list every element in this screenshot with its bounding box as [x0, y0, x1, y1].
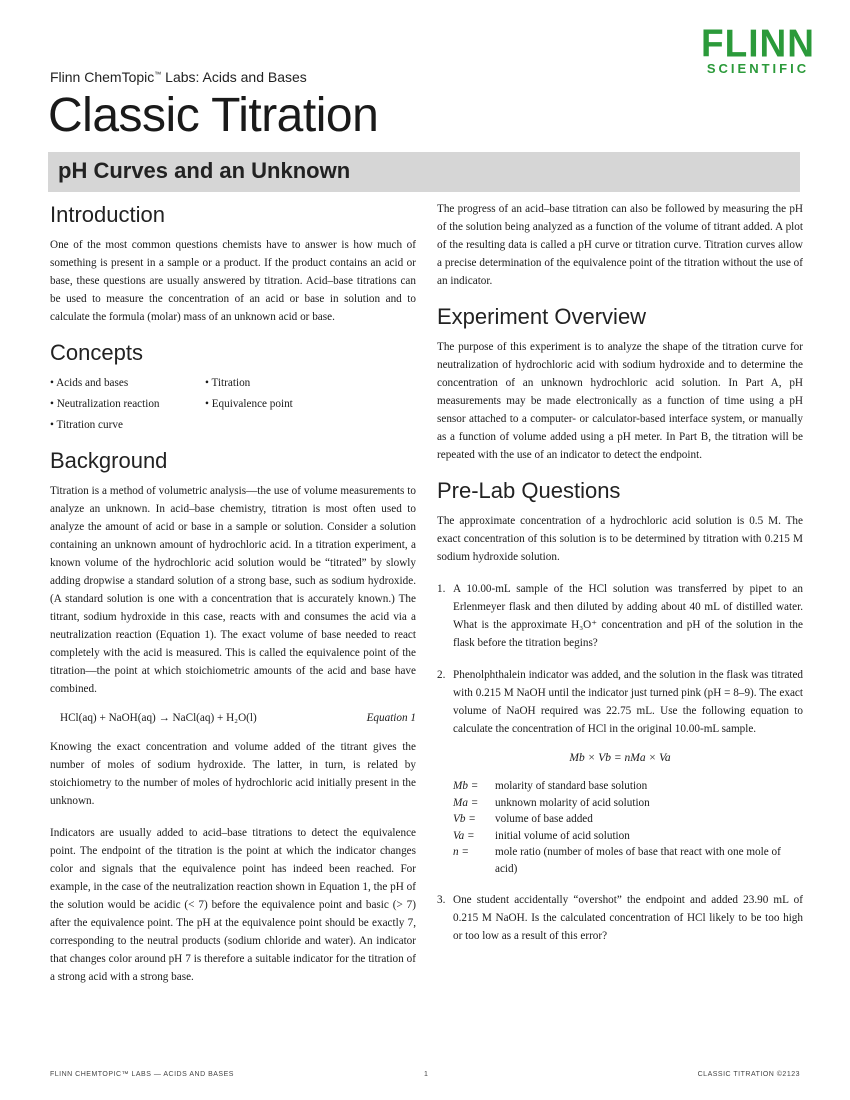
definition-text: unknown molarity of acid solution: [495, 796, 650, 809]
titration-formula: Mb × Vb = nMa × Va: [569, 752, 671, 764]
series-label: [50, 69, 307, 85]
prelab-intro: The approximate concentration of a hydrochloric acid solution is 0.5 M. The exact concentration of this solution is to be determined by titration with 0.215 M sodium hydroxide solution.: [437, 515, 803, 563]
definition-text: initial volume of acid solution: [495, 829, 630, 842]
background-paragraph-3: Indicators are usually added to acid–base titrations to detect the equivalence point. The endpoint of the titration is the point at which the indicator changes color and signals that the equivalence point has indeed been reached. For example, in the case of the neutralization reaction shown in Equation 1, the pH of the solution would be acidic (< 7) before the equivalence point and basic (> 7) after the equivalence point. The pH at the equivalence point should be exactly 7, corresponding to the neutral products (sodium chloride and water). An indicator that changes color around pH 7 is therefore a suitable indicator for the titration of a strong acid with a strong base.: [50, 827, 416, 983]
question-number: 3.: [437, 894, 446, 906]
left-column: [50, 200, 416, 1000]
question-2: [437, 666, 803, 738]
question-number: 1.: [437, 583, 446, 595]
definition-text: mole ratio (number of moles of base that react with one mole of acid): [495, 846, 781, 875]
background-heading: Background: [50, 448, 168, 473]
concept-item: • Equivalence point: [205, 398, 293, 410]
question-text: One student accidentally “overshot” the endpoint and added 23.90 mL of 0.215 M NaOH. Is the calculated concentration of HCl likely to be too high or too low as a result of this error?: [453, 894, 803, 942]
ph-curve-paragraph: The progress of an acid–base titration can also be followed by measuring the pH of the solution being analyzed as a function of the volume of titrant added. A plot of the resulting data is called a pH curve or titration curve. Titration curves allow a precise determination of the equivalence point of the titration without the use of an indicator.: [437, 203, 803, 287]
series-rest: Labs: Acids and Bases: [161, 69, 307, 85]
concept-item: • Titration: [205, 377, 251, 389]
right-column: [437, 200, 803, 959]
logo-sub: SCIENTIFIC: [706, 61, 810, 76]
definition-symbol: Va =: [453, 829, 475, 842]
concept-item: • Titration curve: [50, 419, 123, 431]
equation-label: Equation 1: [366, 712, 416, 724]
concept-item: • Acids and bases: [50, 377, 129, 389]
introduction-heading: Introduction: [50, 202, 165, 227]
flinn-logo: [688, 21, 828, 76]
subtitle-bar: [48, 152, 800, 192]
overview-heading: Experiment Overview: [437, 304, 647, 329]
equation-1: [60, 712, 416, 724]
definition-symbol: Ma =: [453, 796, 479, 809]
series-name: Flinn ChemTopic: [50, 69, 155, 85]
overview-text: The purpose of this experiment is to analyze the shape of the titration curve for neutralization of hydrochloric acid with sodium hydroxide and to determine the concentration of an unknown hydrochloric acid solution. In Part A, pH measurements may be made electronically as a function of time using a pH sensor attached to a computer- or calculator-based interface system, or manually as a function of volume added using a pH meter. In Part B, the titration will be repeated with the use of an indicator to detect the endpoint.: [437, 341, 803, 461]
background-paragraph-1: Titration is a method of volumetric analysis—the use of volume measurements to analyze an unknown. In acid–base chemistry, titration is most often used to analyze the amount of acid or base in a sample or solution. Consider a solution containing an unknown amount of hydrochloric acid. In a titration experiment, a known volume of the hydrochloric acid solution would be “titrated” by slowly adding dropwise a standard solution of a strong base, such as sodium hydroxide. (A standard solution is one with a concentration that is accurately known.) The titrant, sodium hydroxide in this case, reacts with and consumes the acid via a neutralization reaction (Equation 1). The exact volume of base needed to react completely with the acid is measured. This is called the equivalence point of the titration—the point at which stoichiometric amounts of the acid and base have combined.: [50, 485, 416, 695]
definition-symbol: Mb =: [453, 780, 479, 792]
footer-page-number: 1: [424, 1071, 429, 1078]
definition-row: [453, 811, 803, 828]
definition-symbol: Vb =: [453, 813, 476, 825]
definition-row: [453, 795, 803, 812]
question-text: A 10.00-mL sample of the HCl solution was transferred by pipet to an Erlenmeyer flask and then diluted by adding about 40 mL of distilled water. What is the approximate H₃O⁺ concentration and pH of the solution in the flask before the titration begins?: [453, 583, 803, 649]
definition-row: [453, 828, 803, 845]
introduction-text: One of the most common questions chemists have to answer is how much of something is present in a sample or a product. If the product contains an acid or base, these questions are usually answered by titration. Acid–base titrations can be used to measure the concentration of an acid or base in solution and to calculate the formula (molar) mass of an unknown acid or base.: [50, 239, 416, 323]
question-number: 2.: [437, 669, 446, 681]
concept-item: • Neutralization reaction: [50, 398, 160, 410]
variable-definitions: [453, 778, 803, 877]
footer-right: CLASSIC TITRATION ©2123: [697, 1071, 800, 1078]
concepts-list: [50, 374, 416, 434]
subtitle: pH Curves and an Unknown: [58, 158, 351, 183]
definition-row: [453, 778, 803, 795]
question-1: [437, 580, 803, 652]
prelab-heading: Pre-Lab Questions: [437, 478, 621, 503]
concepts-heading: Concepts: [50, 340, 143, 365]
footer-left: FLINN CHEMTOPIC™ LABS — ACIDS AND BASES: [50, 1071, 234, 1078]
question-text: Phenolphthalein indicator was added, and the solution in the flask was titrated with 0.215 M NaOH until the indicator just turned pink (pH = 8–9). The exact volume of NaOH required was 22.75 mL. Use the following equation to calculate the concentration of HCl in the original 10.00-mL sample.: [453, 669, 803, 735]
background-paragraph-2: Knowing the exact concentration and volume added of the titrant gives the number of moles of sodium hydroxide. The latter, in turn, is related by stoichiometry to the number of moles of hydrochloric acid initially present in the unknown.: [50, 741, 416, 807]
definition-symbol: n =: [453, 846, 469, 858]
definition-text: molarity of standard base solution: [495, 780, 648, 792]
equation-text: HCl(aq) + NaOH(aq) → NaCl(aq) + H₂O(l): [60, 712, 257, 724]
trademark: ™: [154, 71, 162, 79]
page-title: Classic Titration: [48, 89, 379, 142]
definition-text: volume of base added: [495, 813, 593, 825]
definition-row: [453, 844, 803, 877]
logo-name: FLINN: [701, 21, 815, 65]
question-3: [437, 891, 803, 945]
